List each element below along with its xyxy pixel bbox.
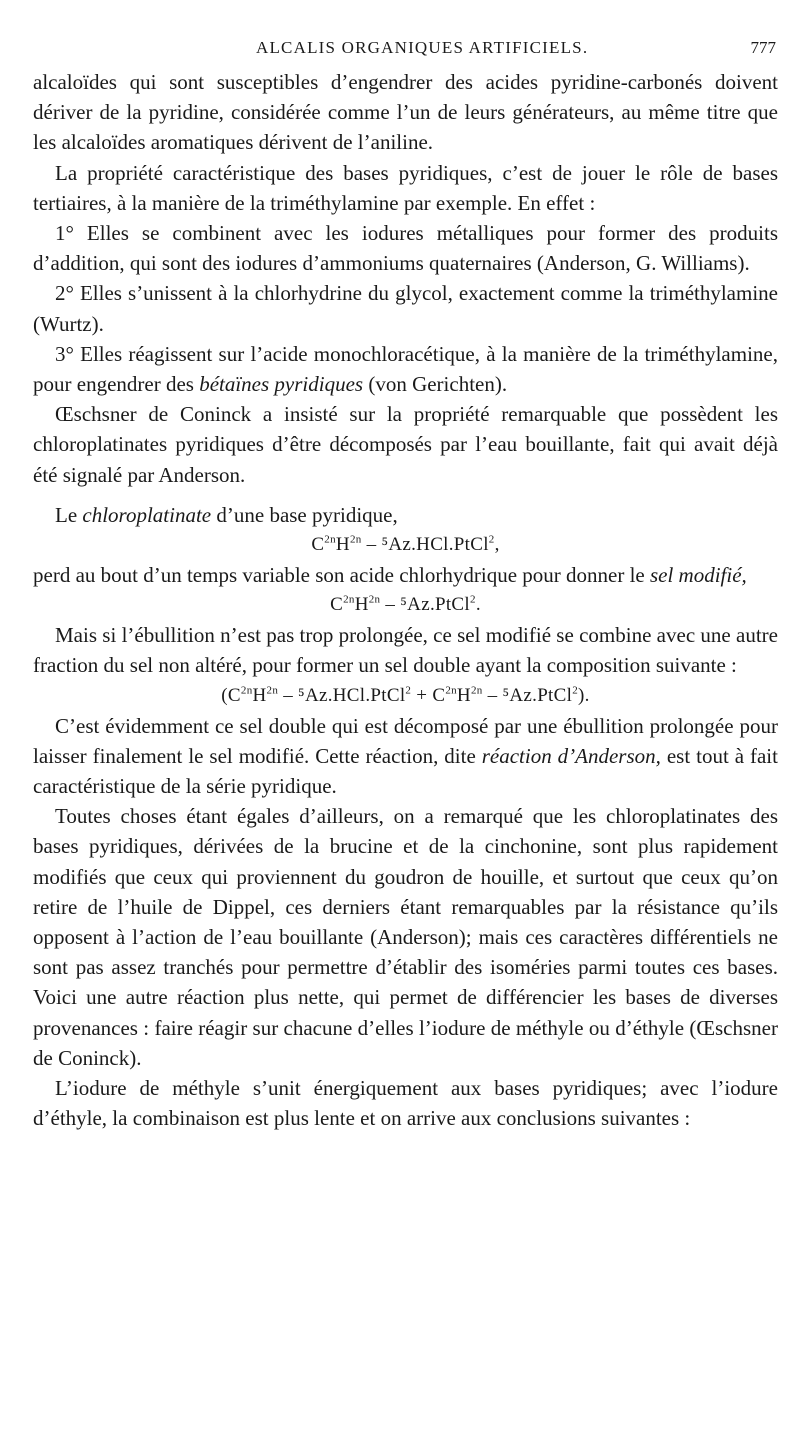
formula-sel-double [33, 681, 778, 711]
formula-sup: 2n [324, 533, 336, 546]
formula-sup: 2n [470, 684, 483, 697]
formula-sup: 2n [445, 684, 457, 697]
emphasis: bétaïnes pyridiques [199, 372, 364, 397]
text-run: 3° Elles réagissent sur l’acide monochloracétique, à la manière de la triméthylamine, pour engendrer des [33, 341, 778, 397]
formula-sup: 2n [349, 533, 362, 546]
formula-sup: 2n [343, 593, 355, 606]
formula-part: ). [578, 684, 590, 706]
formula-part: – ⁵Az.HCl.PtCl [278, 684, 406, 706]
text-run: (von Gerichten). [363, 372, 508, 397]
formula-sup: 2n [266, 684, 279, 697]
formula-part: – ⁵Az.HCl.PtCl [361, 534, 489, 556]
paragraph: Mais si l’ébullition n’est pas trop prolongée, ce sel modifié se combine avec une autre fraction du sel non altéré, pour former un sel double ayant la composition suivante : [33, 623, 778, 678]
formula-part: . [475, 594, 481, 616]
formula-sel-modifie [33, 590, 778, 620]
formula-part: H [252, 684, 267, 706]
page-header [0, 38, 800, 62]
page-number: 777 [750, 38, 776, 57]
formula-sup: 2 [488, 533, 495, 546]
list-item: 2° Elles s’unissent à la chlorhydrine du glycol, exactement comme la triméthylamine (Wurtz). [33, 281, 778, 336]
formula-part: – ⁵Az.PtCl [380, 594, 470, 616]
paragraph: L’iodure de méthyle s’unit énergiquement aux bases pyridiques; avec l’iodure d’éthyle, la combinaison est plus lente et on arrive aux conclusions suivantes : [33, 1076, 778, 1131]
formula-part: C [311, 534, 325, 556]
formula-sup: 2 [405, 684, 412, 697]
paragraph [33, 500, 778, 530]
emphasis: réaction d’Anderson, [481, 743, 661, 768]
emphasis: sel modifié, [649, 563, 747, 588]
formula-part: H [354, 594, 369, 616]
text-run: est tout à fait caractéristique de la série pyridique. [33, 743, 778, 799]
formula-part: – ⁵Az.PtCl [482, 684, 573, 706]
list-item [33, 339, 778, 399]
emphasis: chloroplatinate [82, 502, 212, 527]
paragraph: Toutes choses étant égales d’ailleurs, on a remarqué que les chloroplatinates des bases pyridiques, dérivées de la brucine et de la cinchonine, sont plus rapidement modifiés que ceux qui proviennent du goudron de houille, et surtout que ceux qu’on retire de l’huile de Dippel, ces derniers étant remarquables par la résistance qu’ils opposent à l’action de l’eau bouillante (Anderson); mais ces caractères différentiels ne sont pas assez tranchés pour permettre d’établir des isoméries parmi toutes ces bases. Voici une autre réaction plus nette, qui permet de différencier les bases de diverses provenances : faire réagir sur chacune d’elles l’iodure de méthyle ou d’éthyle (Œschsner de Coninck). [33, 804, 778, 1070]
paragraph: Œschsner de Coninck a insisté sur la propriété remarquable que possèdent les chloroplatinates pyridiques d’être décomposés par l’eau bouillante, fait qui avait déjà été signalé par Anderson. [33, 402, 778, 487]
formula-sup: 2 [572, 684, 579, 697]
formula-part: (C [221, 684, 241, 706]
paragraph [33, 560, 778, 590]
running-title: ALCALIS ORGANIQUES ARTIFICIELS. [256, 38, 589, 57]
text-run: d’une base pyridique, [211, 502, 398, 527]
text-run: C’est évidemment ce sel double qui est décomposé par une ébullition prolongée pour laisser finalement le sel modifié. Cette réaction, dite [33, 713, 778, 768]
paragraph: alcaloïdes qui sont susceptibles d’engendrer des acides pyridine-carbonés doivent dériver de la pyridine, considérée comme l’un de leurs générateurs, au même titre que les alcaloïdes aromatiques dérivent de l’aniline. [33, 70, 778, 155]
formula-part: , [494, 534, 500, 556]
formula-chloroplatinate [33, 530, 778, 560]
formula-part: + C [411, 684, 446, 706]
text-run: perd au bout d’un temps variable son acide chlorhydrique pour donner le [33, 563, 650, 588]
formula-part: H [456, 684, 471, 706]
formula-sup: 2n [240, 684, 253, 697]
formula-sup: 2 [470, 593, 476, 606]
list-item: 1° Elles se combinent avec les iodures métalliques pour former des produits d’addition, qui sont des iodures d’ammoniums quaternaires (Anderson, G. Williams). [33, 221, 778, 276]
text-run: Le [55, 502, 83, 527]
paragraph: La propriété caractéristique des bases pyridiques, c’est de jouer le rôle de bases tertiaires, à la manière de la triméthylamine par exemple. En effet : [33, 160, 778, 215]
formula-sup: 2n [368, 593, 381, 606]
body-text [33, 67, 778, 1134]
formula-part: C [330, 594, 344, 616]
paragraph [33, 711, 778, 802]
formula-part: H [335, 534, 350, 556]
